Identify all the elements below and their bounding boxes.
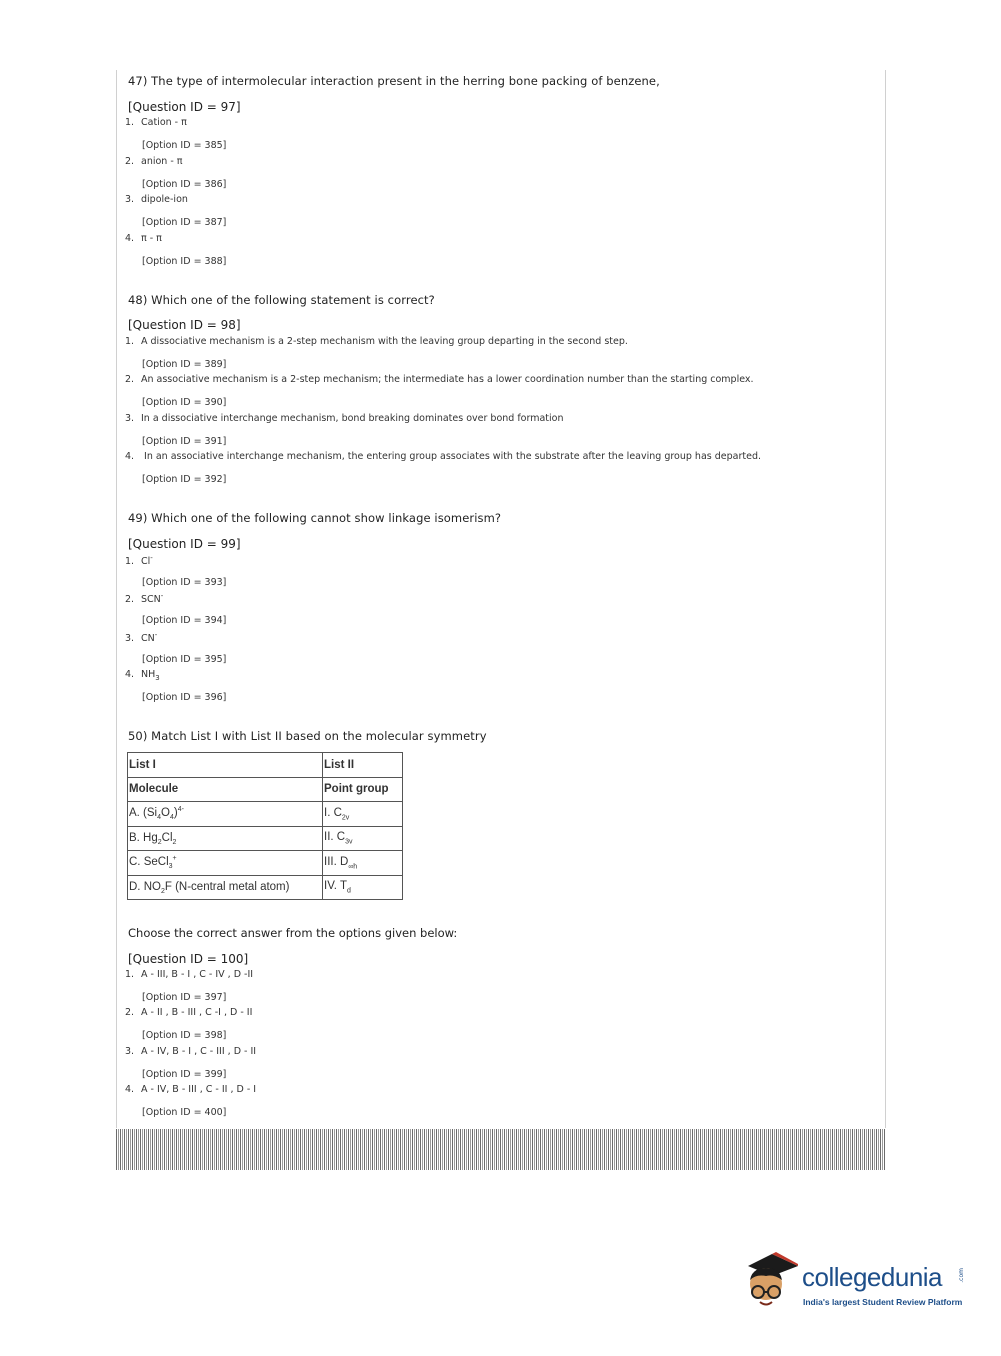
- question-49-id: [Question ID = 99]: [128, 537, 241, 551]
- q50-option-2-id: [Option ID = 398]: [142, 1030, 227, 1041]
- q48-option-2-id: [Option ID = 390]: [142, 397, 227, 408]
- question-47-id: [Question ID = 97]: [128, 100, 241, 114]
- molecule-cell: A. $(Si_4O_4)^{4-}$: [128, 802, 323, 827]
- table-header-list-1: List I: [128, 753, 323, 778]
- q48-option-4[interactable]: 4. In an associative interchange mechanism, the entering group associates with the substrate after the leaving group has departed.: [125, 451, 761, 462]
- molecule-cell: C. SeCl$_3$+: [128, 851, 323, 876]
- q50-option-1-id: [Option ID = 397]: [142, 992, 227, 1003]
- q49-option-3-id: [Option ID = 395]: [142, 654, 227, 665]
- q48-option-4-id: [Option ID = 392]: [142, 474, 227, 485]
- q49-option-2[interactable]: 2. SCN-: [125, 592, 164, 606]
- molecule-cell: D. $NO_2F$ (N-central metal atom): [128, 875, 323, 900]
- q49-option-2-id: [Option ID = 394]: [142, 615, 227, 626]
- match-table: [127, 752, 403, 900]
- collegedunia-logo-com: .com: [958, 1268, 965, 1283]
- question-50-title: 50) Match List I with List II based on the molecular symmetry: [128, 729, 487, 743]
- q49-option-4[interactable]: 4. $NH_3$: [125, 669, 160, 682]
- table-subheader-row: [128, 777, 403, 802]
- q47-option-3[interactable]: 3. dipole-ion: [125, 194, 188, 205]
- q47-option-2-id: [Option ID = 386]: [142, 179, 227, 190]
- q49-option-4-id: [Option ID = 396]: [142, 692, 227, 703]
- table-header-molecule: Molecule: [128, 777, 323, 802]
- table-header-row: [128, 753, 403, 778]
- point-group-cell: III. $D_{\infty h}$: [323, 851, 403, 876]
- q49-option-1-id: [Option ID = 393]: [142, 577, 227, 588]
- q50-option-1[interactable]: 1. A - III, B - I , C - IV , D -II: [125, 969, 254, 980]
- table-header-list-2: List II: [323, 753, 403, 778]
- question-49-title: 49) Which one of the following cannot show linkage isomerism?: [128, 511, 502, 525]
- table-row: [128, 826, 403, 851]
- collegedunia-tagline: India's largest Student Review Platform: [803, 1297, 963, 1307]
- q47-option-1[interactable]: 1. Cation - π: [125, 117, 187, 128]
- q47-option-4-id: [Option ID = 388]: [142, 256, 227, 267]
- question-47-title: 47) The type of intermolecular interaction present in the herring bone packing of benzene,: [128, 74, 660, 88]
- question-48-id: [Question ID = 98]: [128, 318, 241, 332]
- q47-option-4[interactable]: 4. π - π: [125, 233, 162, 244]
- table-header-point-group: Point group: [323, 777, 403, 802]
- q48-option-3-id: [Option ID = 391]: [142, 436, 227, 447]
- q48-option-1[interactable]: 1. A dissociative mechanism is a 2-step mechanism with the leaving group departing in the second step.: [125, 336, 628, 347]
- table-row: [128, 802, 403, 827]
- question-50-id: [Question ID = 100]: [128, 952, 249, 966]
- q47-option-2[interactable]: 2. anion - π: [125, 156, 183, 167]
- q47-option-3-id: [Option ID = 387]: [142, 217, 227, 228]
- point-group-cell: II. $C_{3v}$: [323, 826, 403, 851]
- q49-option-1[interactable]: 1. Cl-: [125, 554, 153, 568]
- point-group-cell: IV. $T_d$: [323, 875, 403, 900]
- q48-option-1-id: [Option ID = 389]: [142, 359, 227, 370]
- q48-option-3[interactable]: 3. In a dissociative interchange mechanism, bond breaking dominates over bond formation: [125, 413, 564, 424]
- table-row: [128, 851, 403, 876]
- q50-option-3-id: [Option ID = 399]: [142, 1069, 227, 1080]
- footer-barcode-strip: [116, 1129, 885, 1170]
- question-48-title: 48) Which one of the following statement is correct?: [128, 293, 435, 307]
- q50-option-4[interactable]: 4. A - IV, B - III , C - II , D - I: [125, 1084, 257, 1095]
- q48-option-2[interactable]: 2. An associative mechanism is a 2-step mechanism; the intermediate has a lower coordination number than the starting complex.: [125, 374, 754, 385]
- collegedunia-logo-text[interactable]: collegedunia: [802, 1262, 943, 1292]
- question-50-prompt: Choose the correct answer from the options given below:: [128, 926, 458, 940]
- molecule-cell: B. $Hg_2Cl_2$: [128, 826, 323, 851]
- q49-option-3[interactable]: 3. CN-: [125, 631, 158, 645]
- table-row: [128, 875, 403, 900]
- q50-option-2[interactable]: 2. A - II , B - III , C -I , D - II: [125, 1007, 253, 1018]
- point-group-cell: I. $C_{2v}$: [323, 802, 403, 827]
- q50-option-4-id: [Option ID = 400]: [142, 1107, 227, 1118]
- q50-option-3[interactable]: 3. A - IV, B - I , C - III , D - II: [125, 1046, 257, 1057]
- q47-option-1-id: [Option ID = 385]: [142, 140, 227, 151]
